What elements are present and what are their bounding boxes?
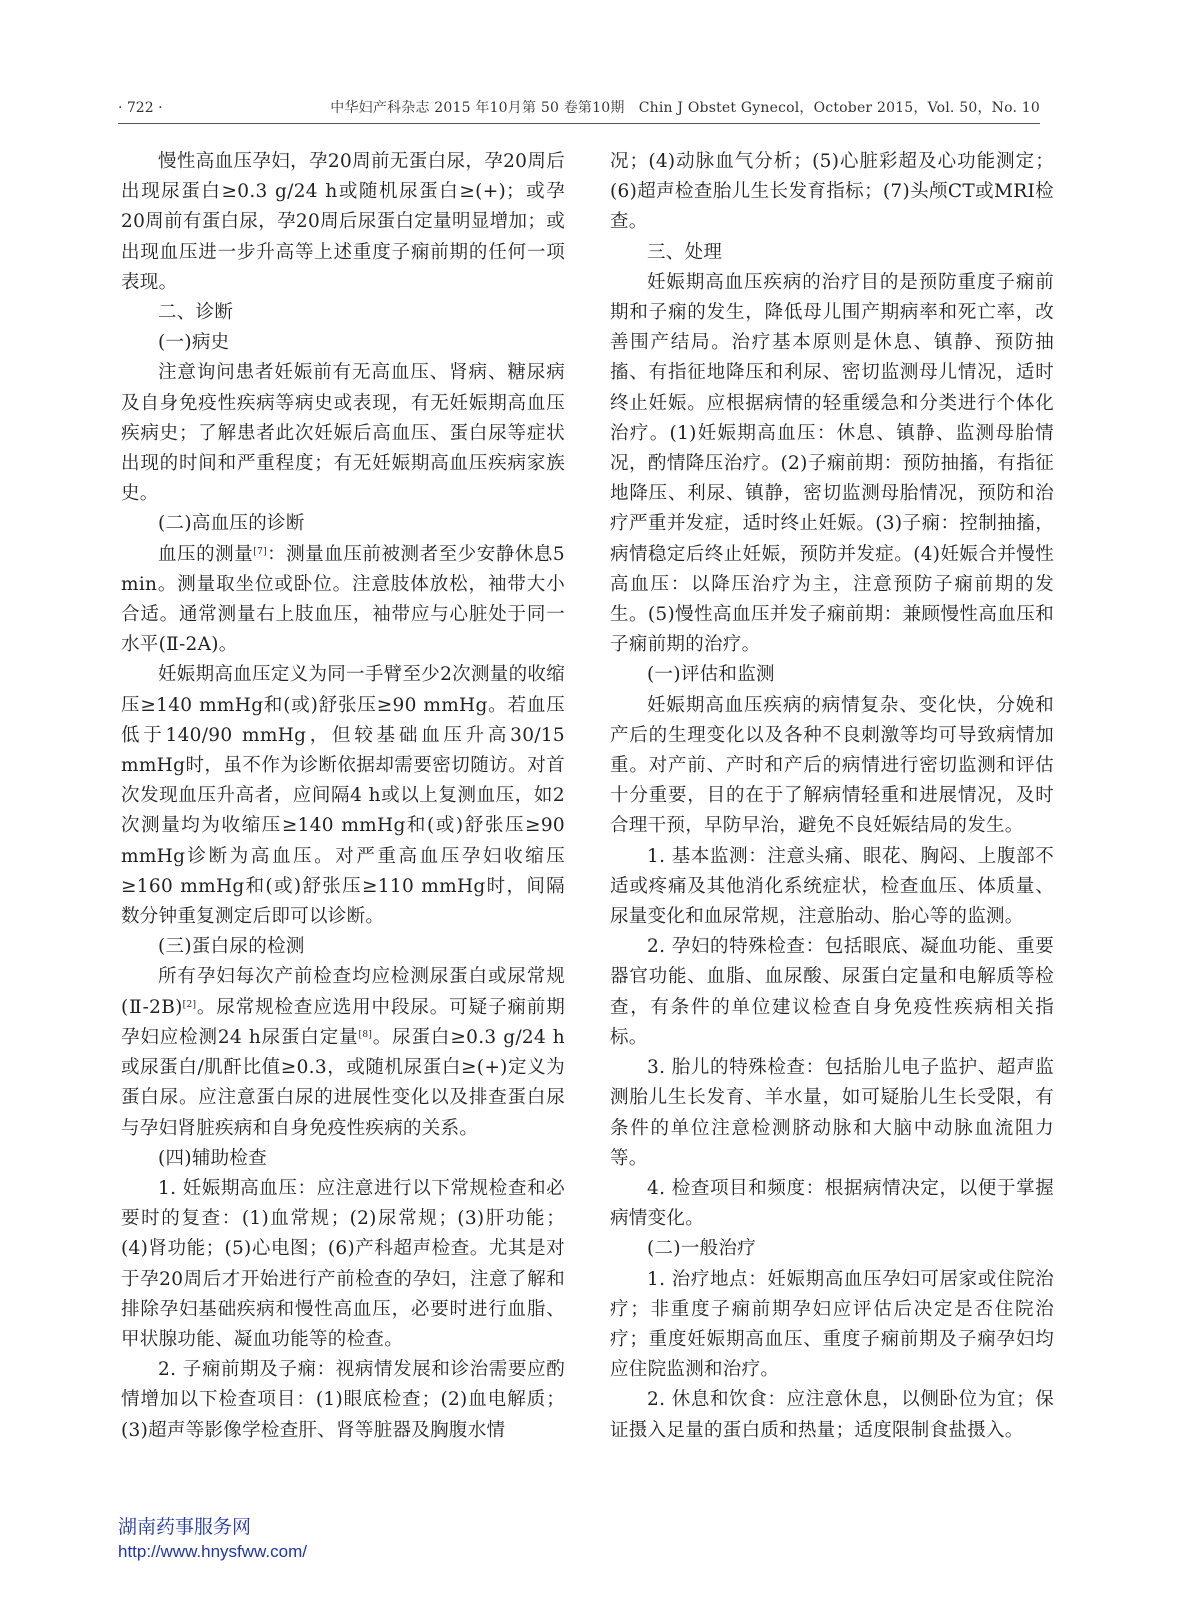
paragraph: 注意询问患者妊娠前有无高血压、肾病、糖尿病及自身免疫性疾病等病史或表现，有无妊娠期高血压疾病史；了解患者此次妊娠后高血压、蛋白尿等症状出现的时间和严重程度；有无妊娠期高血压疾病家族史。 [121, 362, 565, 505]
watermark [118, 1516, 307, 1564]
text-run: ：测量血压前被测者至少安静休息5 min。测量取坐位或卧位。注意肢体放松，袖带大小合适。通常测量右上肢血压，袖带应与心脏处于同一水平(Ⅱ-2A)。 [121, 543, 565, 656]
text-run: 所有孕妇每次产前检查均应检测尿蛋白或尿常规(Ⅱ-2B) [121, 966, 565, 1018]
paragraph: 1. 治疗地点：妊娠期高血压孕妇可居家或住院治疗；非重度子痫前期孕妇应评估后决定是否住院治疗；重度妊娠期高血压、重度子痫前期及子痫孕妇均应住院监测和治疗。 [610, 1268, 1054, 1381]
citation-ref: [8] [358, 1029, 373, 1040]
paragraph: 妊娠期高血压疾病的病情复杂、变化快，分娩和产后的生理变化以及各种不良刺激等均可导致病情加重。对产前、产时和产后的病情进行密切监测和评估十分重要，目的在于了解病情轻重和进展情况，及时合理干预，早防早治，避免不良妊娠结局的发生。 [610, 694, 1054, 837]
section-heading: 三、处理 [647, 241, 723, 263]
paragraph: 慢性高血压孕妇，孕20周前无蛋白尿，孕20周后出现尿蛋白≥0.3 g/24 h或随机尿蛋白≥(+)；或孕20周前有蛋白尿，孕20周后尿蛋白定量明显增加；或出现血压进一步升高等上述重度子痫前期的任何一项表现。 [121, 151, 565, 293]
paragraph [121, 962, 565, 1143]
paragraph: 3. 胎儿的特殊检查：包括胎儿电子监护、超声监测胎儿生长发育、羊水量，如可疑胎儿生长受限，有条件的单位注意检测脐动脉和大脑中动脉血流阻力等。 [610, 1057, 1054, 1169]
paragraph: 妊娠期高血压定义为同一手臂至少2次测量的收缩压≥140 mmHg和(或)舒张压≥90 mmHg。若血压低于140/90 mmHg，但较基础血压升高30/15 mmHg时，虽不作为诊断依据却需要密切随访。对首次发现血压升高者，应间隔4 h或以上复测血压，如2次测量均为收缩压≥140 mmHg和(或)舒张压≥90 mmHg诊断为高血压。对严重高血压孕妇收缩压≥160 mmHg和(或)舒张压≥110 mmHg时，间隔数分钟重复测定后即可以诊断。 [121, 664, 565, 928]
subsection-heading: (一)病史 [158, 332, 230, 354]
text-run: 。尿蛋白≥0.3 g/24 h或尿蛋白/肌酐比值≥0.3，或随机尿蛋白≥(+)定义为蛋白尿。应注意蛋白尿的进展性变化以及排查蛋白尿与孕妇肾脏疾病和自身免疫性疾病的关系。 [121, 1026, 565, 1139]
paragraph: 妊娠期高血压疾病的治疗目的是预防重度子痫前期和子痫的发生，降低母儿围产期病率和死亡率，改善围产结局。治疗基本原则是休息、镇静、预防抽搐、有指征地降压和利尿、密切监测母儿情况，适时终止妊娠。应根据病情的轻重缓急和分类进行个体化治疗。(1)妊娠期高血压：休息、镇静、监测母胎情况，酌情降压治疗。(2)子痫前期：预防抽搐，有指征地降压、利尿、镇静，密切监测母胎情况，预防和治疗严重并发症，适时终止妊娠。(3)子痫：控制抽搐，病情稳定后终止妊娠，预防并发症。(4)妊娠合并慢性高血压：以降压治疗为主，注意预防子痫前期的发生。(5)慢性高血压并发子痫前期：兼顾慢性高血压和子痫前期的治疗。 [610, 271, 1054, 656]
subsection-heading: (二)高血压的诊断 [158, 513, 305, 535]
paragraph [121, 540, 565, 661]
paragraph: 1. 妊娠期高血压：应注意进行以下常规检查和必要时的复查：(1)血常规；(2)尿常规；(3)肝功能；(4)肾功能；(5)心电图；(6)产科超声检查。尤其是对于孕20周后才开始进行产前检查的孕妇，注意了解和排除孕妇基础疾病和慢性高血压，必要时进行血脂、甲状腺功能、凝血功能等的检查。 [121, 1177, 565, 1350]
subsection-heading: (二)一般治疗 [647, 1238, 757, 1260]
right-column [610, 147, 1054, 1446]
text-run: 。尿常规检查应选用中段尿。可疑子痫前期孕妇应检测24 h尿蛋白定量 [121, 996, 565, 1048]
subsection-heading: (四)辅助检查 [158, 1147, 268, 1169]
page-number: · 722 · [118, 100, 163, 116]
subsection-heading: (三)蛋白尿的检测 [158, 936, 305, 958]
citation-ref: [2] [182, 999, 197, 1010]
watermark-url[interactable]: http://www.hnysfww.com/ [118, 1542, 307, 1561]
subsection-heading: (一)评估和监测 [647, 664, 775, 686]
paragraph: 2. 孕妇的特殊检查：包括眼底、凝血功能、重要器官功能、血脂、血尿酸、尿蛋白定量和电解质等检查，有条件的单位建议检查自身免疫性疾病相关指标。 [610, 936, 1054, 1048]
citation-ref: [7] [253, 546, 267, 557]
paragraph: 况；(4)动脉血气分析；(5)心脏彩超及心功能测定；(6)超声检查胎儿生长发育指标；(7)头颅CT或MRI检查。 [610, 151, 1054, 233]
text-run: 血压的测量 [158, 543, 254, 565]
running-header [118, 96, 1040, 120]
paragraph: 2. 子痫前期及子痫：视病情发展和诊治需要应酌情增加以下检查项目：(1)眼底检查；(2)血电解质；(3)超声等影像学检查肝、肾等脏器及胸腹水情 [121, 1359, 565, 1441]
journal-citation: 中华妇产科杂志 2015 年10月第 50 卷第10期 Chin J Obstet Gynecol，October 2015，Vol. 50，No. 10 [330, 100, 1040, 116]
watermark-site-name: 湖南药事服务网 [118, 1517, 252, 1538]
paragraph: 2. 休息和饮食：应注意休息，以侧卧位为宜；保证摄入足量的蛋白质和热量；适度限制食盐摄入。 [610, 1389, 1054, 1441]
section-heading: 二、诊断 [158, 302, 234, 324]
header-rule [118, 123, 1040, 124]
paragraph: 1. 基本监测：注意头痛、眼花、胸闷、上腹部不适或疼痛及其他消化系统症状，检查血压、体质量、尿量变化和血尿常规，注意胎动、胎心等的监测。 [610, 845, 1054, 928]
paragraph: 4. 检查项目和频度：根据病情决定，以便于掌握病情变化。 [610, 1177, 1054, 1230]
left-column [121, 147, 565, 1446]
